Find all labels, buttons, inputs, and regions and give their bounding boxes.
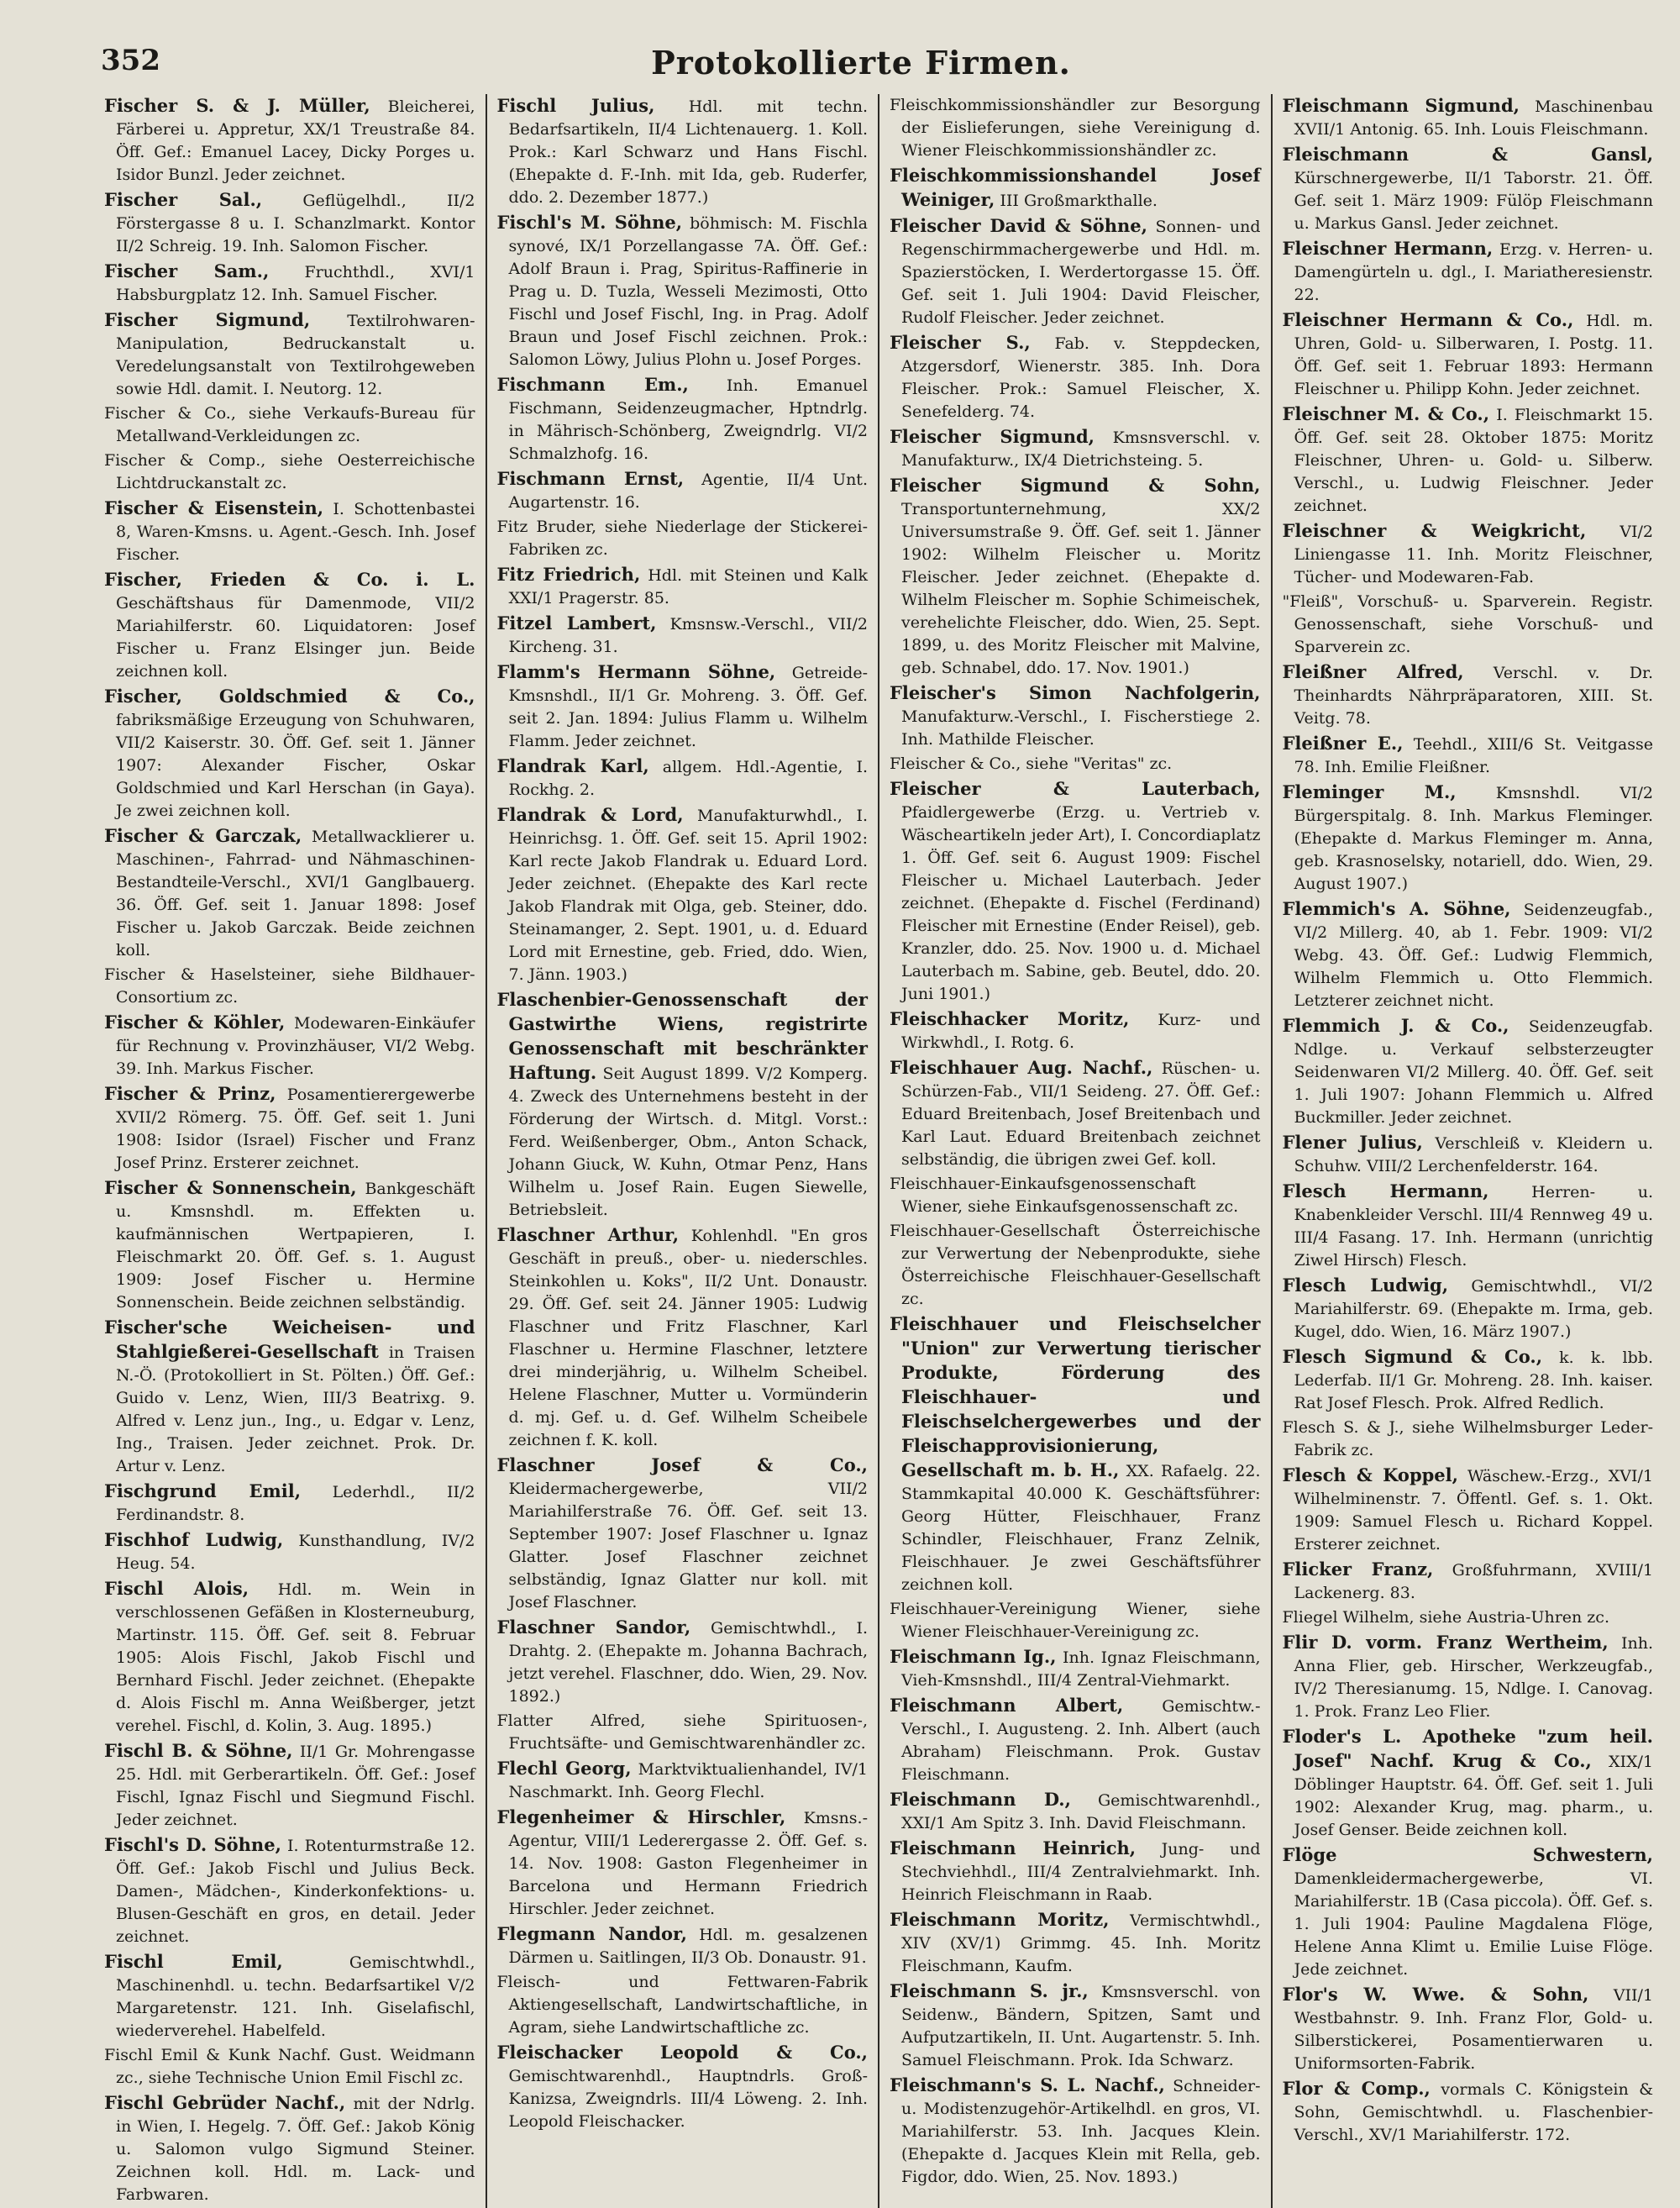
entry-text: Getreide-Kmsnshdl., II/1 Gr. Mohreng. 3. Öff. Gef. seit 2. Jan. 1894: Julius Flamm u. Wilhelm Flamm. Jeder zeichnet.: [508, 664, 868, 750]
firm-name: Flor & Comp.,: [1282, 2078, 1431, 2099]
directory-entry: [1283, 1983, 1654, 2075]
directory-entry: [1283, 94, 1654, 141]
firm-name: Fleischer S.,: [890, 332, 1031, 353]
directory-entry: [1283, 1558, 1654, 1605]
firm-name: Flemmich J. & Co.,: [1282, 1015, 1509, 1036]
firm-name: Flor's W. Wwe. & Sohn,: [1282, 1984, 1589, 2005]
entry-text: Fleischhauer-Gesellschaft Österreichische zur Verwertung der Nebenprodukte, siehe Österreichische Fleischhauer-Gesellschaft zc.: [890, 1222, 1261, 1308]
entry-text: Inh. Anna Flier, geb. Hirscher, Werkzeugfab., IV/2 Theresianumg. 15, Ndlge. I. Canovag. 1. Prok. Franz Leo Flier.: [1294, 1634, 1653, 1721]
entry-text: III Großmarkthalle.: [1000, 192, 1158, 210]
directory-entry: [1283, 402, 1654, 518]
entry-text: Fleischkommissionshändler zur Besorgung der Eislieferungen, siehe Vereinigung d. Wiener Fleischkommissionshändler zc.: [890, 96, 1261, 160]
directory-entry: [497, 467, 869, 514]
column-1: [99, 94, 480, 2208]
entry-text: Manufakturw.-Verschl., I. Fischerstiege 2. Inh. Mathilde Fleischer.: [901, 707, 1261, 749]
entry-text: Posamentierergewerbe XVII/2 Römerg. 75. Öff. Gef. seit 1. Juni 1908: Isidor (Israel) Fischer und Franz Josef Prinz. Ersterer zeichnet.: [116, 1086, 475, 1172]
entry-text: Verschl. v. Dr. Theinhardts Nährpräparatoren, XIII. St. Veitg. 78.: [1294, 664, 1653, 728]
firm-name: Fischer Sal.,: [104, 189, 263, 210]
directory-entry: [1283, 1843, 1654, 1981]
entry-text: Rüschen- u. Schürzen-Fab., VII/1 Seideng. 27. Öff. Gef.: Eduard Breitenbach, Josef Breitenbach und Karl Laut. Eduard Breitenbach zeichnet selbständig, die übrigen zwei Gef. koll.: [901, 1059, 1261, 1169]
entry-text: Seit August 1899. V/2 Komperg. 4. Zweck des Unternehmens besteht in der Förderung der Wirtsch. d. Mitgl. Vorst.: Ferd. Weißenberger, Obm., Anton Schack, Johann Giuck, W. Kuhn, Otmar Penz, Hans Wilhelm u. Josef Rain. Eugen Siewelle, Betriebsleit.: [508, 1065, 868, 1219]
directory-entry: [104, 308, 475, 401]
directory-entry: [890, 777, 1261, 1006]
firm-name: Flesch Hermann,: [1282, 1180, 1489, 1201]
directory-entry: [497, 988, 869, 1222]
entry-text: Textilrohwaren-Manipulation, Bedruckanstalt u. Veredelungsanstalt von Textilrohgeweben sowie Hdl. damit. I. Neutorg. 12.: [116, 312, 475, 398]
entry-text: Bankgeschäft u. Kmsnshdl. m. Effekten u. kaufmännischen Wertpapieren, I. Fleischmarkt 20. Öff. Gef. s. 1. August 1909: Josef Fischer u. Hermine Sonnenschein. Beide zeichnen selbständig.: [116, 1180, 475, 1312]
entry-text: Herren- u. Knabenkleider Verschl. III/4 Rennweg 49 u. III/4 Fasang. 17. Inh. Hermann (unrichtig Ziwel Hirsch) Flesch.: [1294, 1183, 1653, 1270]
firm-name: Fleischhauer und Fleischselcher "Union" zur Verwertung tierischer Produkte, Förderung des Fleischhauer- und Fleischselchergewerbes und der Fleischapprovisionierung, Gesellschaft m. b. H.,: [890, 1313, 1261, 1480]
firm-name: Fleischmann Ig.,: [890, 1646, 1057, 1667]
firm-name: Fitz Friedrich,: [496, 564, 641, 585]
firm-name: Flaschenbier-Genossenschaft der Gastwirthe Wiens, registrirte Genossenschaft mit beschränkter Haftung.: [496, 989, 868, 1083]
directory-entry: [1283, 781, 1654, 896]
firm-name: Fleischhacker Moritz,: [890, 1008, 1130, 1029]
firm-name: Flesch & Koppel,: [1282, 1464, 1458, 1485]
directory-entry: [104, 1739, 475, 1832]
directory-entry: [1283, 1417, 1654, 1462]
entry-text: Wäschew.-Erzg., XVI/1 Wilhelminenstr. 7. Öffentl. Gef. s. 1. Okt. 1909: Samuel Flesch u. Richard Koppel. Ersterer zeichnet.: [1294, 1467, 1653, 1553]
entry-text: VII/1 Westbahnstr. 9. Inh. Franz Flor, Gold- u. Silberstickerei, Posamentierwaren u. Uniformsorten-Fabrik.: [1294, 1986, 1653, 2073]
firm-name: Fleischer David & Söhne,: [890, 215, 1147, 236]
entry-text: XX. Rafaelg. 22. Stammkapital 40.000 K. Geschäftsführer: Georg Hütter, Fleischhauer, Franz Schindler, Fleischhauer, Franz Zelnik, Fleischhauer. Je zwei Geschäftsführer zeichnen koll.: [901, 1462, 1261, 1594]
entry-text: Jung- und Stechviehhdl., III/4 Zentralviehmarkt. Inh. Heinrich Fleischmann in Raab.: [901, 1840, 1261, 1904]
entry-text: mit der Ndrlg. in Wien, I. Hegelg. 7. Öff. Gef.: Jakob König u. Salomon vulgo Sigmund Steiner. Zeichnen koll. Hdl. m. Lack- und Farbwaren.: [116, 2095, 475, 2204]
entry-text: vormals C. Königstein & Sohn, Gemischtwhdl. u. Flaschenbier-Verschl., XV/1 Mariahilferstr. 172.: [1294, 2080, 1653, 2144]
entry-text: Fischer & Haselsteiner, siehe Bildhauer-Consortium zc.: [104, 965, 475, 1007]
directory-entry: [890, 1312, 1261, 1596]
entry-text: Kmsnsw.-Verschl., VII/2 Kircheng. 31.: [508, 615, 868, 656]
entry-text: Pfaidlergewerbe (Erzg. u. Vertrieb v. Wäscheartikeln jeder Art), I. Concordiaplatz 1. Öff. Gef. seit 6. August 1909: Fischel Fleischer u. Michael Lauterbach. Jeder zeichnet. (Ehepakte d. Fischel (Ferdinand) Fleischer mit Ernestine (Ender Reisel), geb. Kranzler, ddo. 25. Nov. 1900 u. d. Michael Lauterbach m. Sabine, geb. Beutel, ddo. 20. Juni 1901.): [901, 803, 1261, 1003]
directory-entry: [497, 1223, 869, 1452]
entry-text: Kürschnergewerbe, II/1 Taborstr. 21. Öff. Gef. seit 1. März 1909: Fülöp Fleischmann u. Markus Gansl. Jeder zeichnet.: [1294, 169, 1653, 233]
firm-name: Fleischhauer Aug. Nachf.,: [890, 1057, 1153, 1078]
directory-entry: [104, 1833, 475, 1948]
directory-columns: [99, 94, 1658, 2204]
directory-entry: [890, 164, 1261, 213]
directory-entry: [1283, 1606, 1654, 1629]
entry-text: I. Schottenbastei 8, Waren-Kmsns. u. Agent.-Gesch. Inh. Josef Fischer.: [116, 500, 475, 564]
directory-entry: [890, 1908, 1261, 1978]
entry-text: böhmisch: M. Fischla synové, IX/1 Porzellangasse 7A. Öff. Gef.: Adolf Braun i. Prag, Spiritus-Raffinerie in Prag u. D. Tuzla, Wesseli Mezimosti, Otto Fischl und Josef Fischl, Ing. in Prag. Adolf Braun und Josef Fischl zeichnen. Prok.: Salomon Löwy, Julius Plohn u. Josef Porges.: [508, 214, 868, 369]
entry-text: Manufakturwhdl., I. Heinrichsg. 1. Öff. Gef. seit 15. April 1902: Karl recte Jakob Flandrak u. Eduard Lord. Jeder zeichnet. (Ehepakte des Karl recte Jakob Flandrak mit Olga, geb. Steiner, ddo. Steinamanger, 2. Sept. 1901, u. d. Eduard Lord mit Ernestine, geb. Fried, ddo. Wien, 7. Jänn. 1903.): [508, 807, 868, 984]
firm-name: Fischer & Prinz,: [104, 1083, 276, 1104]
entry-text: Bleicherei, Färberei u. Appretur, XX/1 Treustraße 84. Öff. Gef.: Emanuel Lacey, Dicky Porges u. Isidor Bunzl. Jeder zeichnet.: [116, 97, 475, 184]
entry-text: Marktviktualienhandel, IV/1 Naschmarkt. Inh. Georg Flechl.: [508, 1760, 868, 1801]
firm-name: Flegmann Nandor,: [496, 1923, 687, 1944]
entry-text: Fliegel Wilhelm, siehe Austria-Uhren zc.: [1282, 1608, 1609, 1627]
directory-entry: [104, 94, 475, 187]
entry-text: Gemischtwarenhdl., XXI/1 Am Spitz 3. Inh. David Fleischmann.: [901, 1791, 1261, 1832]
firm-name: Flandrak & Lord,: [496, 804, 684, 825]
entry-text: I. Rotenturmstraße 12. Öff. Gef.: Jakob Fischl und Julius Beck. Damen-, Mädchen-, Kinderkonfektions- u. Blusen-Geschäft en gros, en detail. Jeder zeichnet.: [116, 1837, 475, 1946]
firm-name: Fischmann Ernst,: [496, 468, 685, 489]
directory-entry: [497, 754, 869, 802]
entry-text: Großfuhrmann, XVIII/1 Lackenerg. 83.: [1294, 1561, 1653, 1602]
directory-entry: [1283, 660, 1654, 730]
entry-text: Vermischtwhdl., XIV (XV/1) Grimmg. 45. Inh. Moritz Fleischmann, Kaufm.: [901, 1911, 1261, 1975]
entry-text: Fischer & Comp., siehe Oesterreichische Lichtdruckanstalt zc.: [104, 451, 475, 492]
page-number: 352: [101, 44, 160, 77]
directory-entry: [104, 1528, 475, 1575]
directory-entry: [497, 563, 869, 610]
directory-entry: [890, 94, 1261, 162]
firm-name: Fleminger M.,: [1282, 781, 1457, 802]
entry-text: XIX/1 Döblinger Hauptstr. 64. Öff. Gef. seit 1. Juli 1902: Alexander Krug, mag. pharm., u. Josef Genser. Beide zeichnen koll.: [1294, 1753, 1653, 1839]
firm-name: Fischer S. & J. Müller,: [104, 95, 370, 116]
firm-name: Fischer Sam.,: [104, 260, 270, 281]
directory-entry: [890, 1007, 1261, 1054]
firm-name: Fischer & Köhler,: [104, 1012, 286, 1033]
column-2: [492, 94, 874, 2208]
firm-name: Fitzel Lambert,: [496, 612, 657, 633]
firm-name: Fischer, Frieden & Co. i. L.: [104, 569, 475, 590]
directory-entry: [497, 612, 869, 659]
directory-entry: [890, 681, 1261, 751]
directory-entry: [1283, 897, 1654, 1012]
entry-text: VI/2 Liniengasse 11. Inh. Moritz Fleischner, Tücher- und Modewaren-Fab.: [1294, 523, 1653, 586]
directory-entry: [104, 1176, 475, 1314]
entry-text: Fitz Bruder, siehe Niederlage der Stickerei-Fabriken zc.: [496, 518, 868, 559]
firm-name: Fischer & Sonnenschein,: [104, 1177, 357, 1198]
directory-entry: [890, 1979, 1261, 2072]
directory-entry: [497, 1971, 869, 2039]
firm-name: Fleischmann Albert,: [890, 1695, 1124, 1716]
entry-text: Inh. Ignaz Fleischmann, Vieh-Kmsnshdl., III/4 Zentral-Viehmarkt.: [901, 1648, 1261, 1690]
directory-entry: [104, 568, 475, 683]
directory-entry: [890, 1173, 1261, 1218]
directory-entry: [1283, 591, 1654, 659]
entry-text: Kmsnsverschl. v. Manufakturw., IX/4 Dietrichsteing. 5.: [901, 428, 1261, 470]
entry-text: Fleischhauer-Einkaufsgenossenschaft Wiener, siehe Einkaufsgenossenschaft zc.: [890, 1175, 1239, 1216]
entry-text: II/1 Gr. Mohrengasse 25. Hdl. mit Gerberartikeln. Öff. Gef.: Josef Fischl, Ignaz Fischl und Siegmund Fischl. Jeder zeichnet.: [116, 1743, 475, 1829]
directory-entry: [497, 211, 869, 371]
directory-entry: [104, 188, 475, 258]
directory-entry: [104, 1316, 475, 1478]
entry-text: k. k. lbb. Lederfab. II/1 Gr. Mohreng. 28. Inh. kaiser. Rat Josef Flesch. Prok. Alfred Redlich.: [1294, 1348, 1653, 1412]
directory-entry: [890, 753, 1261, 775]
directory-entry: [1283, 1014, 1654, 1129]
firm-name: Fleischacker Leopold & Co.,: [496, 2042, 868, 2063]
entry-text: Erzg. v. Herren- u. Damengürteln u. dgl., I. Mariatheresienstr. 22.: [1294, 240, 1653, 304]
directory-entry: [1283, 1345, 1654, 1415]
entry-text: Geflügelhdl., II/2 Förstergasse 8 u. I. Schanzlmarkt. Kontor II/2 Schreig. 19. Inh. Salomon Fischer.: [116, 192, 475, 255]
column-4: [1278, 94, 1659, 2208]
directory-entry: [497, 660, 869, 753]
directory-entry: [1283, 1180, 1654, 1272]
entry-text: Fleisch- und Fettwaren-Fabrik Aktiengesellschaft, Landwirtschaftliche, in Agram, siehe Landwirtschaftliche zc.: [496, 1973, 868, 2037]
directory-entry: [1283, 2077, 1654, 2147]
firm-name: Fischl's D. Söhne,: [104, 1834, 281, 1855]
directory-entry: [497, 1710, 869, 1755]
directory-entry: [497, 1806, 869, 1921]
firm-name: Fischer'sche Weicheisen- und Stahlgießerei-Gesellschaft: [104, 1317, 475, 1362]
entry-text: "Fleiß", Vorschuß- u. Sparverein. Registr. Genossenschaft, siehe Vorschuß- und Sparverein zc.: [1282, 592, 1653, 656]
directory-entry: [890, 1220, 1261, 1311]
firm-name: Fischer, Goldschmied & Co.,: [104, 686, 475, 707]
firm-name: Flamm's Hermann Söhne,: [496, 661, 776, 682]
directory-entry: [1283, 519, 1654, 589]
firm-name: Fleischer Sigmund & Sohn,: [890, 475, 1261, 496]
entry-text: Fleischhauer-Vereinigung Wiener, siehe Wiener Fleischhauer-Vereinigung zc.: [890, 1600, 1261, 1641]
entry-text: Sonnen- und Regenschirmmachergewerbe und Hdl. m. Spazierstöcken, I. Werdertorgasse 15. Öff. Gef. seit 1. Juli 1904: David Fleischer, Rudolf Fleischer. Jeder zeichnet.: [901, 218, 1261, 327]
entry-text: Kmsns.-Agentur, VIII/1 Lederergasse 2. Öff. Gef. s. 14. Nov. 1908: Gaston Flegenheimer in Barcelona und Hermann Friedrich Hirschler. Jeder zeichnet.: [508, 1809, 869, 1918]
entry-text: Gemischtwarenhdl., Hauptndrls. Groß-Kanizsa, Zweigndrls. III/4 Löweng. 2. Inh. Leopold Fleischacker.: [508, 2067, 868, 2131]
firm-name: Fleischer & Lauterbach,: [890, 778, 1261, 799]
entry-text: Verschleiß v. Kleidern u. Schuhw. VIII/2 Lerchenfelderstr. 164.: [1294, 1134, 1653, 1175]
directory-entry: [890, 1788, 1261, 1835]
entry-text: Kurz- und Wirkwhdl., I. Rotg. 6.: [901, 1011, 1261, 1052]
entry-text: Kmsnshdl. VI/2 Bürgerspitalg. 8. Inh. Markus Fleminger. (Ehepakte d. Markus Fleminger m. Anna, geb. Krasnoselsky, notariell, ddo. Wien, 29. August 1907.): [1294, 784, 1653, 893]
entry-text: Seidenzeugfab. Ndlge. u. Verkauf selbsterzeugter Seidenwaren VI/2 Millerg. 40. Öff. Gef. seit 1. Juli 1907: Johann Flemmich u. Alfred Buckmiller. Jeder zeichnet.: [1294, 1017, 1654, 1127]
directory-entry: [104, 1082, 475, 1175]
firm-name: Fischgrund Emil,: [104, 1480, 302, 1501]
directory-entry: [497, 373, 869, 465]
directory-entry: [497, 1454, 869, 1614]
directory-entry: [890, 1694, 1261, 1786]
firm-name: Fleischmann & Gansl,: [1282, 144, 1653, 165]
entry-text: Fischl Emil & Kunk Nachf. Gust. Weidmann zc., siehe Technische Union Emil Fischl zc.: [104, 2046, 475, 2087]
directory-entry: [104, 685, 475, 823]
directory-entry: [497, 1922, 869, 1969]
directory-entry: [890, 1645, 1261, 1692]
directory-entry: [497, 803, 869, 986]
entry-text: Gemischtw.-Verschl., I. Augusteng. 2. Inh. Albert (auch Abraham) Fleischmann. Prok. Gustav Fleischmann.: [901, 1697, 1261, 1784]
directory-entry: [1283, 237, 1654, 307]
directory-entry: [890, 425, 1261, 472]
entry-text: Fleischer & Co., siehe "Veritas" zc.: [890, 754, 1173, 773]
firm-name: Flegenheimer & Hirschler,: [496, 1806, 786, 1827]
firm-name: Fischer & Garczak,: [104, 825, 302, 846]
directory-entry: [1283, 732, 1654, 779]
directory-entry: [497, 94, 869, 209]
directory-entry: [104, 1011, 475, 1080]
directory-entry: [890, 1056, 1261, 1171]
directory-entry: [104, 260, 475, 307]
entry-text: Fischer & Co., siehe Verkaufs-Bureau für Metallwand-Verkleidungen zc.: [104, 404, 475, 445]
directory-entry: [1283, 1725, 1654, 1842]
entry-text: Kleidermachergewerbe, VII/2 Mariahilferstraße 76. Öff. Gef. seit 13. September 1907: Josef Flaschner u. Ignaz Glatter. Josef Flaschner zeichnet selbständig, Ignaz Glatter nur koll. mit Josef Flaschner.: [508, 1480, 868, 1611]
column-3: [885, 94, 1266, 2208]
firm-name: Fleischner M. & Co.,: [1282, 403, 1490, 424]
entry-text: Modewaren-Einkäufer für Rechnung v. Provinzhäuser, VI/2 Webg. 39. Inh. Markus Fischer.: [116, 1014, 475, 1078]
firm-name: Flöge Schwestern,: [1282, 1844, 1653, 1865]
directory-entry: [890, 214, 1261, 329]
entry-text: Fab. v. Steppdecken, Atzgersdorf, Wienerstr. 385. Inh. Dora Fleischer. Prok.: Samuel Fleischer, X. Senefelderg. 74.: [901, 334, 1261, 421]
firm-name: Fleißner Alfred,: [1282, 661, 1464, 682]
firm-name: Floder's L. Apotheke "zum heil. Josef" Nachf. Krug & Co.,: [1282, 1726, 1653, 1771]
firm-name: Fischl B. & Söhne,: [104, 1740, 293, 1761]
entry-text: Gemischtwhdl., VI/2 Mariahilferstr. 69. (Ehepakte m. Irma, geb. Kugel, ddo. Wien, 16. März 1907.): [1294, 1277, 1653, 1341]
firm-name: Fleißner E.,: [1282, 733, 1404, 754]
directory-entry: [497, 2041, 869, 2133]
firm-name: Fleischkommissionshandel Josef Weiniger,: [890, 165, 1261, 210]
directory-entry: [104, 824, 475, 962]
directory-entry: [104, 497, 475, 566]
firm-name: Fischmann Em.,: [496, 374, 689, 395]
entry-text: Damenkleidermachergewerbe, VI. Mariahilferstr. 1B (Casa piccola). Öff. Gef. s. 1. Juli 1904: Pauline Magdalena Flöge, Helene Anna Klimt u. Emilie Luise Flöge. Jede zeichnet.: [1294, 1869, 1653, 1979]
directory-entry: [1283, 143, 1654, 235]
firm-name: Flesch Sigmund & Co.,: [1282, 1346, 1543, 1367]
directory-entry: [104, 2091, 475, 2206]
entry-text: Flesch S. & J., siehe Wilhelmsburger Leder-Fabrik zc.: [1282, 1418, 1653, 1459]
firm-name: Fischl Emil,: [104, 1951, 283, 1972]
firm-name: Fischer & Eisenstein,: [104, 497, 324, 518]
entry-text: Teehdl., XIII/6 St. Veitgasse 78. Inh. Emilie Fleißner.: [1294, 735, 1653, 776]
directory-entry: [104, 1950, 475, 2042]
entry-text: Hdl. m. gesalzenen Därmen u. Saitlingen, II/3 Ob. Donaustr. 91.: [508, 1926, 868, 1967]
firm-name: Fischl Gebrüder Nachf.,: [104, 2092, 346, 2113]
firm-name: Flemmich's A. Söhne,: [1282, 898, 1511, 919]
entry-text: Agentie, II/4 Unt. Augartenstr. 16.: [508, 471, 868, 512]
entry-text: Lederhdl., II/2 Ferdinandstr. 8.: [116, 1483, 475, 1524]
firm-name: Fleischner Hermann & Co.,: [1282, 309, 1574, 330]
entry-text: allgem. Hdl.-Agentie, I. Rockhg. 2.: [508, 758, 868, 799]
entry-text: Schneider- u. Modistenzugehör-Artikelhdl. en gros, VI. Mariahilferstr. 53. Inh. Jacques Klein. (Ehepakte d. Jacques Klein mit Rella, geb. Figdor, ddo. Wien, 25. Nov. 1893.): [901, 2077, 1261, 2186]
directory-entry: [1283, 1464, 1654, 1556]
entry-text: in Traisen N.-Ö. (Protokolliert in St. Pölten.) Öff. Gef.: Guido v. Lenz, Wien, III/3 Beatrixg. 9. Alfred v. Lenz jun., Ing., u. Edgar v. Lenz, Ing., Traisen. Jeder zeichnet. Prok. Dr. Artur v. Lenz.: [116, 1343, 475, 1475]
firm-name: Fleischmann's S. L. Nachf.,: [890, 2074, 1165, 2095]
directory-entry: [890, 1598, 1261, 1643]
entry-text: Gemischtwhdl., Maschinenhdl. u. techn. Bedarfsartikel V/2 Margaretenstr. 121. Inh. Giselafischl, wiederverehel. Habelfeld.: [116, 1953, 475, 2040]
entry-text: Hdl. m. Wein in verschlossenen Gefäßen in Klosterneuburg, Martinstr. 115. Öff. Gef. seit 8. Februar 1905: Alois Fischl, Jakob Fischl und Bernhard Fischl. Jeder zeichnet. (Ehepakte d. Alois Fischl m. Anna Weißberger, jetzt verehel. Fischl, d. Kolin, 3. Aug. 1895.): [116, 1580, 475, 1735]
directory-entry: [1283, 1631, 1654, 1723]
entry-text: Inh. Emanuel Fischmann, Seidenzeugmacher, Hptndrlg. in Mährisch-Schönberg, Zweigndrlg. VI/2 Schmalzhofg. 16.: [508, 376, 868, 463]
firm-name: Fischer Sigmund,: [104, 309, 311, 330]
entry-text: Hdl. mit techn. Bedarfsartikeln, II/4 Lichtenauerg. 1. Koll. Prok.: Karl Schwarz und Hans Fischl. (Ehepakte d. F.-Inh. mit Ida, geb. Ruderfer, ddo. 2. Dezember 1877.): [508, 97, 868, 207]
entry-text: Kunsthandlung, IV/2 Heug. 54.: [116, 1532, 475, 1573]
firm-name: Fleischmann Moritz,: [890, 1909, 1110, 1930]
entry-text: Gemischtwhdl., I. Drahtg. 2. (Ehepakte m. Johanna Bachrach, jetzt verehel. Flaschner, ddo. Wien, 29. Nov. 1892.): [508, 1619, 868, 1706]
entry-text: Kmsnsverschl. von Seidenw., Bändern, Spitzen, Samt und Aufputzartikeln, II. Unt. Augartenstr. 5. Inh. Samuel Fleischmann. Prok. Ida Schwarz.: [901, 1983, 1261, 2069]
entry-text: Hdl. m. Uhren, Gold- u. Silberwaren, I. Postg. 11. Öff. Gef. seit 1. Februar 1893: Hermann Fleischner u. Philipp Kohn. Jeder zeichnet.: [1294, 312, 1654, 398]
running-title: Protokollierte Firmen.: [651, 44, 1071, 81]
firm-name: Fleischer's Simon Nachfolgerin,: [890, 682, 1261, 703]
firm-name: Fleischner Hermann,: [1282, 238, 1494, 259]
entry-text: Hdl. mit Steinen und Kalk XXI/1 Pragerstr. 85.: [508, 566, 868, 607]
directory-entry: [104, 2044, 475, 2090]
directory-entry: [890, 331, 1261, 423]
entry-text: Geschäftshaus für Damenmode, VII/2 Mariahilferstr. 60. Liquidatoren: Josef Fischer u. Franz Elsinger jun. Beide zeichnen koll.: [116, 594, 475, 681]
firm-name: Fleischmann Heinrich,: [890, 1837, 1137, 1858]
directory-entry: [890, 474, 1261, 680]
entry-text: Fruchthdl., XVI/1 Habsburgplatz 12. Inh. Samuel Fischer.: [116, 263, 475, 304]
entry-text: Seidenzeugfab., VI/2 Millerg. 40, ab 1. Febr. 1909: VI/2 Webg. 43. Öff. Gef.: Ludwig Flemmich, Wilhelm Flemmich u. Otto Flemmich. Letzterer zeichnet nicht.: [1294, 901, 1653, 1010]
firm-name: Flicker Franz,: [1282, 1559, 1434, 1580]
directory-entry: [1283, 1131, 1654, 1178]
firm-name: Fleischner & Weigkricht,: [1282, 520, 1587, 541]
directory-entry: [104, 1577, 475, 1737]
entry-text: Kohlenhdl. "En gros Geschäft in preuß., ober- u. niederschles. Steinkohlen u. Koks", II/2 Unt. Donaustr. 29. Öff. Gef. seit 24. Jänner 1905: Ludwig Flaschner und Fritz Flaschner, Karl Flaschner u. Hermine Flaschner, letztere drei minderjährig, u. Wilhelm Scheibel. Helene Flaschner, Mutter u. Vormünderin d. mj. Gef. u. d. Gef. Wilhelm Scheibele zeichnen f. K. koll.: [508, 1227, 868, 1449]
firm-name: Flesch Ludwig,: [1282, 1275, 1448, 1296]
firm-name: Flaschner Sandor,: [496, 1617, 691, 1638]
firm-name: Fischhof Ludwig,: [104, 1529, 284, 1550]
entry-text: Flatter Alfred, siehe Spirituosen-, Fruchtsäfte- und Gemischtwarenhändler zc.: [496, 1711, 868, 1753]
firm-name: Fleischmann Sigmund,: [1282, 95, 1520, 116]
directory-entry: [497, 1616, 869, 1708]
directory-entry: [497, 1757, 869, 1804]
directory-entry: [890, 1837, 1261, 1906]
directory-entry: [104, 964, 475, 1009]
entry-text: I. Fleischmarkt 15. Öff. Gef. seit 28. Oktober 1875: Moritz Fleischner, Uhren- u. Gold- u. Silberw. Verschl., u. Ludwig Fleischner. Jeder zeichnet.: [1294, 406, 1654, 515]
directory-entry: [497, 516, 869, 561]
entry-text: Metallwacklierer u. Maschinen-, Fahrrad- und Nähmaschinen-Bestandteile-Verschl., XVI/1 Ganglbauerg. 36. Öff. Gef. seit 1. Januar 1898: Josef Fischer u. Jakob Garczak. Beide zeichnen koll.: [116, 828, 475, 959]
entry-text: fabriksmäßige Erzeugung von Schuhwaren, VII/2 Kaiserstr. 30. Öff. Gef. seit 1. Jänner 1907: Alexander Fischer, Oskar Goldschmied und Karl Herschan (in Gaya). Je zwei zeichnen koll.: [116, 711, 475, 820]
directory-entry: [1283, 308, 1654, 401]
directory-entry: [890, 2074, 1261, 2189]
firm-name: Flandrak Karl,: [496, 755, 649, 776]
firm-name: Flaschner Arthur,: [496, 1224, 680, 1245]
firm-name: Fischl's M. Söhne,: [496, 212, 683, 233]
page-header: [92, 40, 1630, 91]
firm-name: Flaschner Josef & Co.,: [496, 1454, 868, 1475]
firm-name: Flechl Georg,: [496, 1758, 632, 1779]
directory-entry: [104, 402, 475, 448]
firm-name: Flener Julius,: [1282, 1132, 1423, 1153]
firm-name: Fischl Alois,: [104, 1578, 249, 1599]
directory-entry: [104, 1480, 475, 1527]
directory-entry: [1283, 1274, 1654, 1343]
firm-name: Fischl Julius,: [496, 95, 655, 116]
firm-name: Fleischmann S. jr.,: [890, 1980, 1089, 2001]
firm-name: Fleischmann D.,: [890, 1789, 1071, 1810]
firm-name: Flir D. vorm. Franz Wertheim,: [1282, 1632, 1609, 1653]
entry-text: Maschinenbau XVII/1 Antonig. 65. Inh. Louis Fleischmann.: [1294, 97, 1653, 139]
firm-name: Fleischer Sigmund,: [890, 426, 1095, 447]
directory-entry: [104, 449, 475, 495]
entry-text: Transportunternehmung, XX/2 Universumstraße 9. Öff. Gef. seit 1. Jänner 1902: Wilhelm Fleischer u. Moritz Fleischer. Jeder zeichnet. (Ehepakte d. Wilhelm Fleischer m. Sophie Schimeischek, verehelichte Fleischer, ddo. Wien, 25. Sept. 1899, u. des Moritz Fleischer mit Malvine, geb. Schnabel, ddo. 17. Nov. 1901.): [901, 500, 1261, 677]
